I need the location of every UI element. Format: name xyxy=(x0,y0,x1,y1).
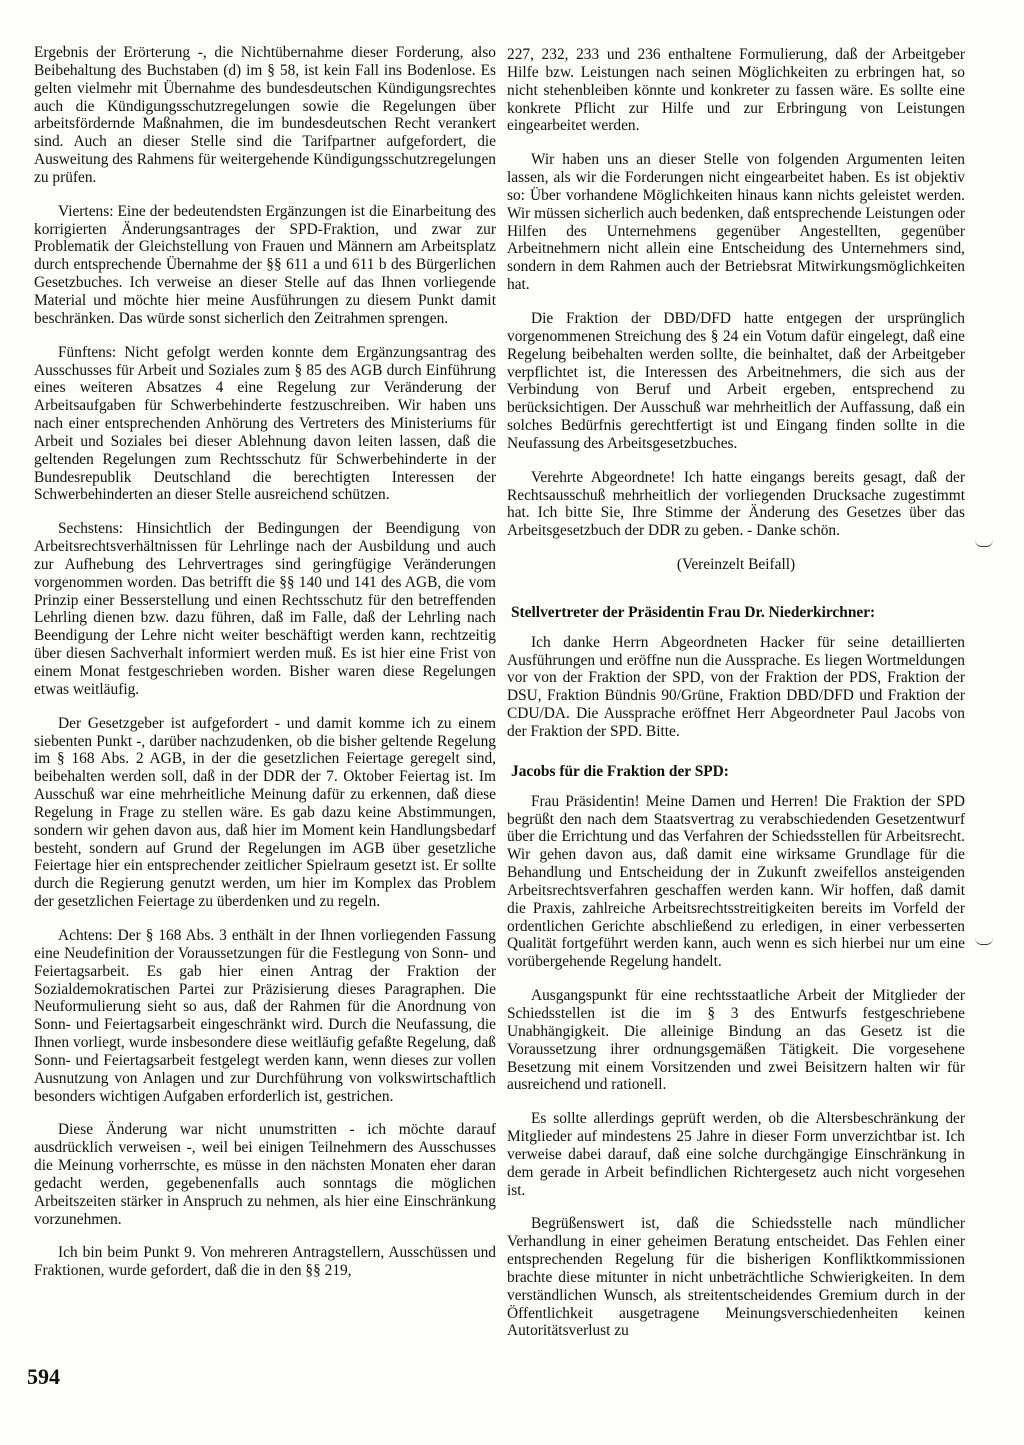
paragraph: Der Gesetzgeber ist aufgefordert - und damit komme ich zu einem siebenten Punkt -, darüber nachzudenken, ob die bisher geltende Regelung im § 168 Abs. 2 AGB, in der die gesetzlichen Feiertage geregelt sind, beibehalten werden soll, daß in der DDR der 7. Oktober Feiertag ist. Im Ausschuß war eine mehrheitliche Meinung dafür zu erkennen, daß diese Regelung in Frage zu stellen wäre. Es gab dazu keine Abstimmungen, sondern wir gehen davon aus, daß hier im Moment kein Handlungsbedarf besteht, sondern auf Grund der Regelungen im AGB über gesetzliche Feiertage hier ein entsprechender zeitlicher Spielraum gesetzt ist. Er sollte durch die Regierung genutzt werden, um hier im Komplex das Problem der gesetzlichen Feiertage zu überdenken und zu regeln. xyxy=(34,714,496,911)
paragraph: Ergebnis der Erörterung -, die Nichtübernahme dieser Forderung, also Beibehaltung des Buchstaben (d) im § 58, ist kein Fall ins Bodenlose. Es gelten vielmehr mit Übernahme des bundesdeutschen Kündigungsrechtes auch die Kündigungsschutzregelungen sowie die Regelungen über arbeitsfördernde Maßnahmen, die im bundesdeutschen Recht verankert sind. Auch an dieser Stelle sind die Tarifpartner aufgefordert, die Ausweitung des Rahmens für weitergehende Kündigungsschutzregelungen zu prüfen. xyxy=(34,44,496,186)
margin-mark xyxy=(975,938,993,945)
paragraph: Begrüßenswert ist, daß die Schiedsstelle nach mündlicher Verhandlung in einer geheimen Beratung entscheidet. Das Fehlen einer entsprechenden Regelung für die bisherigen Konfliktkommissionen brachte diese mitunter in nicht unbeträchtliche Schwierigkeiten. In dem verständlichen Wunsch, als streitentscheidendes Gremium durch in der Öffentlichkeit ausgetragene Meinungsverschiedenheiten keinen Autoritätsverlust zu xyxy=(507,1215,965,1340)
applause-note: (Vereinzelt Beifall) xyxy=(676,556,796,574)
paragraph: Achtens: Der § 168 Abs. 3 enthält in der Ihnen vorliegenden Fassung eine Neudefinition der Voraussetzungen für die Festlegung von Sonn- und Feiertagsarbeit. Es gab hier einen Antrag der Fraktion der Sozialdemokratischen Partei zur Präzisierung dieses Paragraphen. Die Neuformulierung sieht so aus, daß der Rahmen für die Anordnung von Sonn- und Feiertagsarbeit eingeschränkt wird. Durch die Neufassung, die Ihnen vorliegt, wurde insbesondere diese weitläufig gefaßte Regelung, daß Sonn- und Feiertagsarbeit festgelegt werden kann, wenn dieses zur vollen Ausnutzung von Anlagen und zur Durchführung von volkswirtschaftlich besonders wichtigen Aufgaben erforderlich ist, gestrichen. xyxy=(34,926,496,1105)
paragraph: Wir haben uns an dieser Stelle von folgenden Argumenten leiten lassen, als wir die Forderungen nicht eingearbeitet haben. Es ist objektiv so: Über vorhandene Möglichkeiten hinaus kann nichts geleistet werden. Wir müssen sicherlich auch bedenken, daß entsprechende Leistungen oder Hilfen des Unternehmens gegenüber Angestellten, gegenüber Arbeitnehmern nicht allein eine Entscheidung des Unternehmers sind, sondern in dem Rahmen auch der Betriebsrat Mitwirkungsmöglichkeiten hat. xyxy=(507,151,965,294)
left-column xyxy=(34,44,496,1296)
paragraph: Fünftens: Nicht gefolgt werden konnte dem Ergänzungsantrag des Ausschusses für Arbeit und Soziales zum § 85 des AGB durch Einführung eines weiteren Absatzes 4 eine Regelung zur Veränderung der Arbeitsaufgaben für Schwerbehinderte festzuschreiben. Wir haben uns nach einer entsprechenden Anhörung des Vertreters des Ministeriums für Arbeit und Soziales bei dieser Ablehnung davon leiten lassen, daß die geltenden Regelungen zum Rechtsschutz für Schwerbehinderte in der Bundesrepublik Deutschland die berechtigten Interessen der Schwerbehinderten an dieser Stelle ausreichend schützen. xyxy=(34,343,496,504)
paragraph: Ich bin beim Punkt 9. Von mehreren Antragstellern, Ausschüssen und Fraktionen, wurde gefordert, daß die in den §§ 219, xyxy=(34,1244,496,1280)
paragraph: Die Fraktion der DBD/DFD hatte entgegen der ursprünglich vorgenommenen Streichung des § 24 ein Votum dafür eingelegt, daß eine Regelung beibehalten werden sollte, die beinhaltet, daß der Arbeitgeber verpflichtet ist, die Interessen des Arbeitnehmers, die sich aus der Verbindung von Beruf und Arbeit ergeben, entsprechend zu berücksichtigen. Der Ausschuß war mehrheitlich der Auffassung, daß ein solches Bedürfnis gerechtfertigt ist und Eingang finden sollte in die Neufassung des Arbeitsgesetzbuches. xyxy=(507,309,965,452)
speaker-heading-niederkirchner: Stellvertreter der Präsidentin Frau Dr. Niederkirchner: xyxy=(511,603,876,621)
speaker-heading-jacobs: Jacobs für die Fraktion der SPD: xyxy=(511,762,729,780)
paragraph: Sechstens: Hinsichtlich der Bedingungen der Beendigung von Arbeitsrechtsverhältnissen für Lehrlinge nach der Ausbildung und auch zur Aufhebung des Lehrvertrages sind geringfügige Veränderungen vorgenommen worden. Das betrifft die §§ 140 und 141 des AGB, die vom Prinzip einer Besserstellung und einen Rechtsschutz für den betreffenden Lehrling dienen bzw. dazu führen, daß im Falle, daß der Lehrling nach Beendigung der Lehre nicht weiter beschäftigt werden kann, rechtzeitig über diesen Sachverhalt informiert werden muß. Es ist hier eine Frist von einem Monat festgeschrieben worden. Bisher waren diese Regelungen etwas weitläufig. xyxy=(34,520,496,698)
paragraph: Ich danke Herrn Abgeordneten Hacker für seine detaillierten Ausführungen und eröffne nun die Aussprache. Es liegen Wortmeldungen vor von der Fraktion der SPD, von der Fraktion der PDS, Fraktion der DSU, Fraktion Bündnis 90/Grüne, Fraktion DBD/DFD und Fraktion der CDU/DA. Die Aussprache eröffnet Herr Abgeordneter Paul Jacobs von der Fraktion der SPD. Bitte. xyxy=(507,633,965,740)
page-number: 594 xyxy=(27,1364,60,1389)
margin-mark xyxy=(975,540,993,547)
paragraph: Ausgangspunkt für eine rechtsstaatliche Arbeit der Mitglieder der Schiedsstellen ist die im § 3 des Entwurfs festgeschriebene Unabhängigkeit. Die alleinige Bindung an das Gesetz ist die Voraussetzung ihrer ordnungsgemäßen Tätigkeit. Die vorgesehene Besetzung mit einem Vorsitzenden und zwei Beisitzern halten wir für ausreichend und rationell. xyxy=(507,987,965,1094)
paragraph: Verehrte Abgeordnete! Ich hatte eingangs bereits gesagt, daß der Rechtsausschuß mehrheitlich der vorliegenden Drucksache zugestimmt hat. Ich bitte Sie, Ihre Stimme der Änderung des Gesetzes über das Arbeitsgesetzbuch der DDR zu geben. - Danke schön. xyxy=(507,468,965,540)
paragraph: Frau Präsidentin! Meine Damen und Herren! Die Fraktion der SPD begrüßt den nach dem Staatsvertrag zu verabschiedenden Gesetzentwurf über die Errichtung und das Verfahren der Schiedsstellen für Arbeitsrecht. Wir gehen davon aus, daß damit eine wirksame Grundlage für die Behandlung und Entscheidung der in Zukunft zweifellos ansteigenden Arbeitsrechtsverfahren geschaffen werden kann. Wir hoffen, daß damit die Praxis, zahlreiche Arbeitsrechtsstreitigkeiten bereits im Vorfeld der ordentlichen Gerichte abschließend zu erledigen, in einer verbesserten Qualität fortgeführt werden kann, auch wenn es sich hierbei nur um eine vorübergehende Regelung handelt. xyxy=(507,792,965,971)
right-column xyxy=(507,46,965,1356)
paragraph: Viertens: Eine der bedeutendsten Ergänzungen ist die Einarbeitung des korrigierten Änderungsantrages der SPD-Fraktion, und zwar zur Problematik der Gleichstellung von Frauen und Männern am Arbeitsplatz durch entsprechende Übernahme der §§ 611 a und 611 b des Bürgerlichen Gesetzbuches. Ich verweise an dieser Stelle auf das Ihnen vorliegende Material und möchte hier meine Ausführungen zu diesem Punkt damit beschränken. Das würde sonst sicherlich den Zeitrahmen sprengen. xyxy=(34,202,496,327)
paragraph: Diese Änderung war nicht unumstritten - ich möchte darauf ausdrücklich verweisen -, weil bei einigen Teilnehmern des Ausschusses die Meinung vorherrschte, es müsse in den nächsten Monaten eher daran gedacht werden, gegebenenfalls auch sonntags die möglichen Arbeitszeiten stärker in Anspruch zu nehmen, als hier eine Einschränkung vorzunehmen. xyxy=(34,1121,496,1228)
paragraph: 227, 232, 233 und 236 enthaltene Formulierung, daß der Arbeitgeber Hilfe bzw. Leistungen nach seinen Möglichkeiten zu erbringen hat, so nicht stehenbleiben könnte und konkreter zu fassen wäre. Es sollte eine konkrete Pflicht zur Hilfe und zur Erbringung von Leistungen eingearbeitet werden. xyxy=(507,46,965,135)
paragraph: Es sollte allerdings geprüft werden, ob die Altersbeschränkung der Mitglieder auf mindestens 25 Jahre in dieser Form unverzichtbar ist. Ich verweise dabei darauf, daß eine solche durchgängige Einschränkung in dem gerade in Arbeit befindlichen Richtergesetz auch nicht vorgesehen ist. xyxy=(507,1110,965,1199)
